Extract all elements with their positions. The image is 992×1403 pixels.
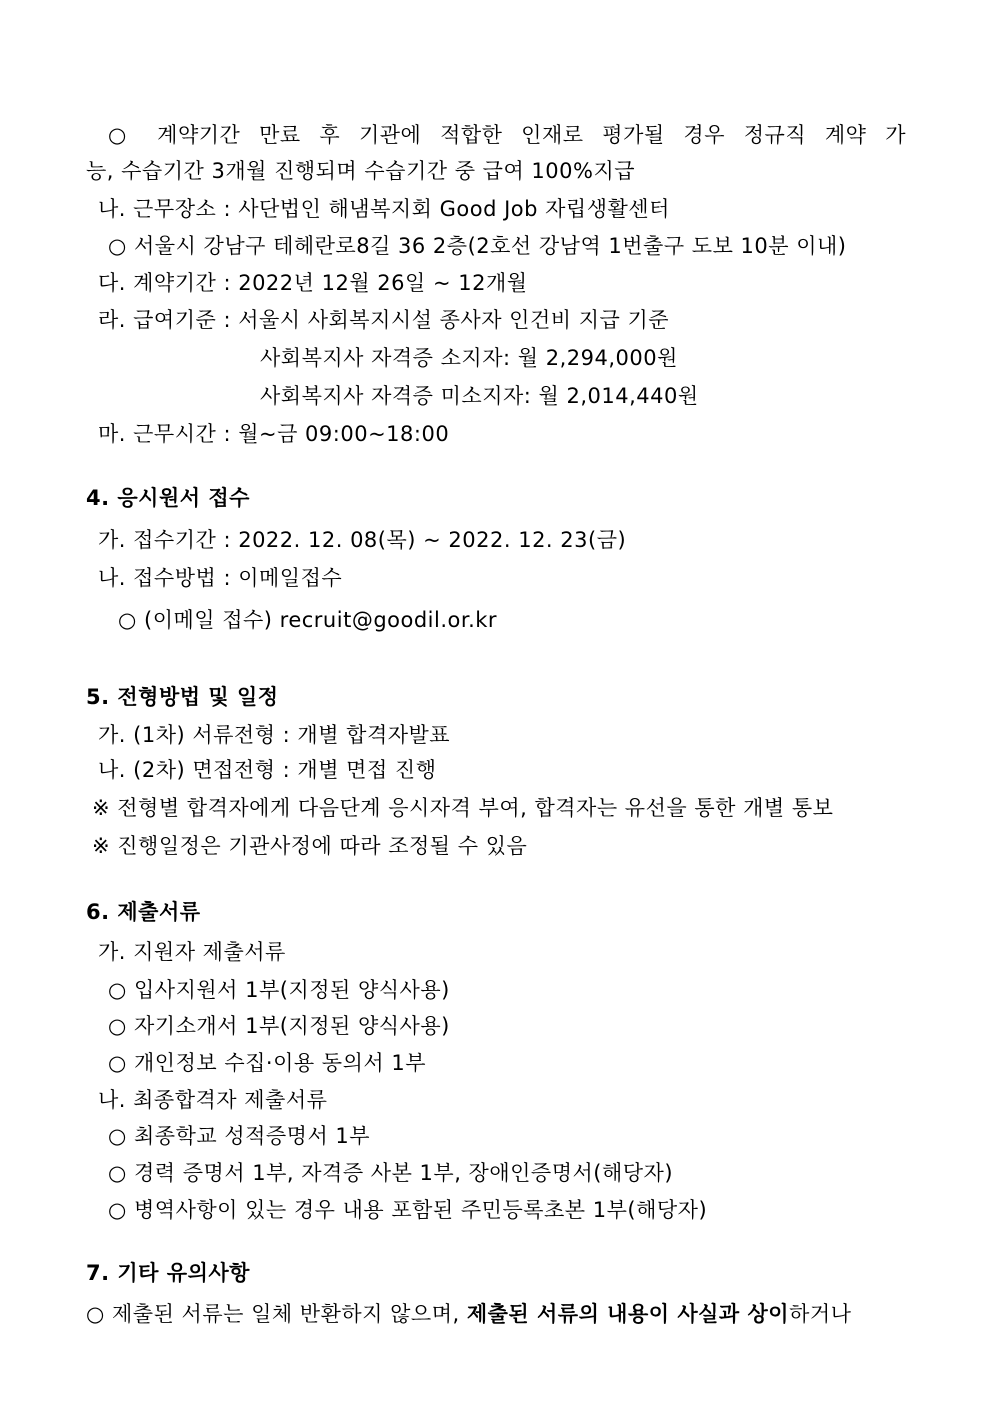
document-item: ○ 경력 증명서 1부, 자격증 사본 1부, 장애인증명서(해당자) <box>108 1161 674 1185</box>
notice-line <box>86 1300 851 1328</box>
notice-text: ○ 제출된 서류는 일체 반환하지 않으며, <box>86 1302 467 1326</box>
section-6-heading: 6. 제출서류 <box>86 900 201 924</box>
application-period: 가. 접수기간 : 2022. 12. 08(목) ~ 2022. 12. 23(금) <box>98 528 627 552</box>
document-item: ○ 병역사항이 있는 경우 내용 포함된 주민등록초본 1부(해당자) <box>108 1198 708 1222</box>
salary-standard: 라. 급여기준 : 서울시 사회복지시설 종사자 인건비 지급 기준 <box>98 308 670 332</box>
screening-stage-1: 가. (1차) 서류전형 : 개별 합격자발표 <box>98 723 451 747</box>
contract-period: 다. 계약기간 : 2022년 12월 26일 ~ 12개월 <box>98 271 528 295</box>
screening-note-2: ※ 진행일정은 기관사정에 따라 조정될 수 있음 <box>92 834 528 858</box>
notice-emphasis: 제출된 서류의 내용이 사실과 상이 <box>466 1302 790 1326</box>
work-hours: 마. 근무시간 : 월~금 09:00~18:00 <box>98 422 450 446</box>
document-item: ○ 최종학교 성적증명서 1부 <box>108 1124 371 1148</box>
notice-text-end: 하거나 <box>789 1302 852 1326</box>
salary-uncertified: 사회복지사 자격증 미소지자: 월 2,014,440원 <box>260 384 699 408</box>
contract-note-line-2: 능, 수습기간 3개월 진행되며 수습기간 중 급여 100%지급 <box>86 159 636 183</box>
section-5-heading: 5. 전형방법 및 일정 <box>86 685 279 709</box>
salary-certified: 사회복지사 자격증 소지자: 월 2,294,000원 <box>260 346 678 370</box>
contract-note-line-1: ○ 계약기간 만료 후 기관에 적합한 인재로 평가될 경우 정규직 계약 가 <box>108 123 906 147</box>
work-address: ○ 서울시 강남구 테헤란로8길 36 2층(2호선 강남역 1번출구 도보 10분 이내) <box>108 234 847 258</box>
document-item: ○ 입사지원서 1부(지정된 양식사용) <box>108 978 450 1002</box>
section-7-heading: 7. 기타 유의사항 <box>86 1261 250 1285</box>
document-item: ○ 개인정보 수집·이용 동의서 1부 <box>108 1051 426 1075</box>
final-documents-heading: 나. 최종합격자 제출서류 <box>98 1088 328 1112</box>
document-item: ○ 자기소개서 1부(지정된 양식사용) <box>108 1014 450 1038</box>
section-4-heading: 4. 응시원서 접수 <box>86 486 250 510</box>
applicant-documents-heading: 가. 지원자 제출서류 <box>98 940 286 964</box>
screening-stage-2: 나. (2차) 면접전형 : 개별 면접 진행 <box>98 758 437 782</box>
application-email: ○ (이메일 접수) recruit@goodil.or.kr <box>118 608 498 632</box>
application-method: 나. 접수방법 : 이메일접수 <box>98 566 343 590</box>
screening-note-1: ※ 전형별 합격자에게 다음단계 응시자격 부여, 합격자는 유선을 통한 개별 통보 <box>92 796 834 820</box>
work-location: 나. 근무장소 : 사단법인 해냄복지회 Good Job 자립생활센터 <box>98 197 670 221</box>
